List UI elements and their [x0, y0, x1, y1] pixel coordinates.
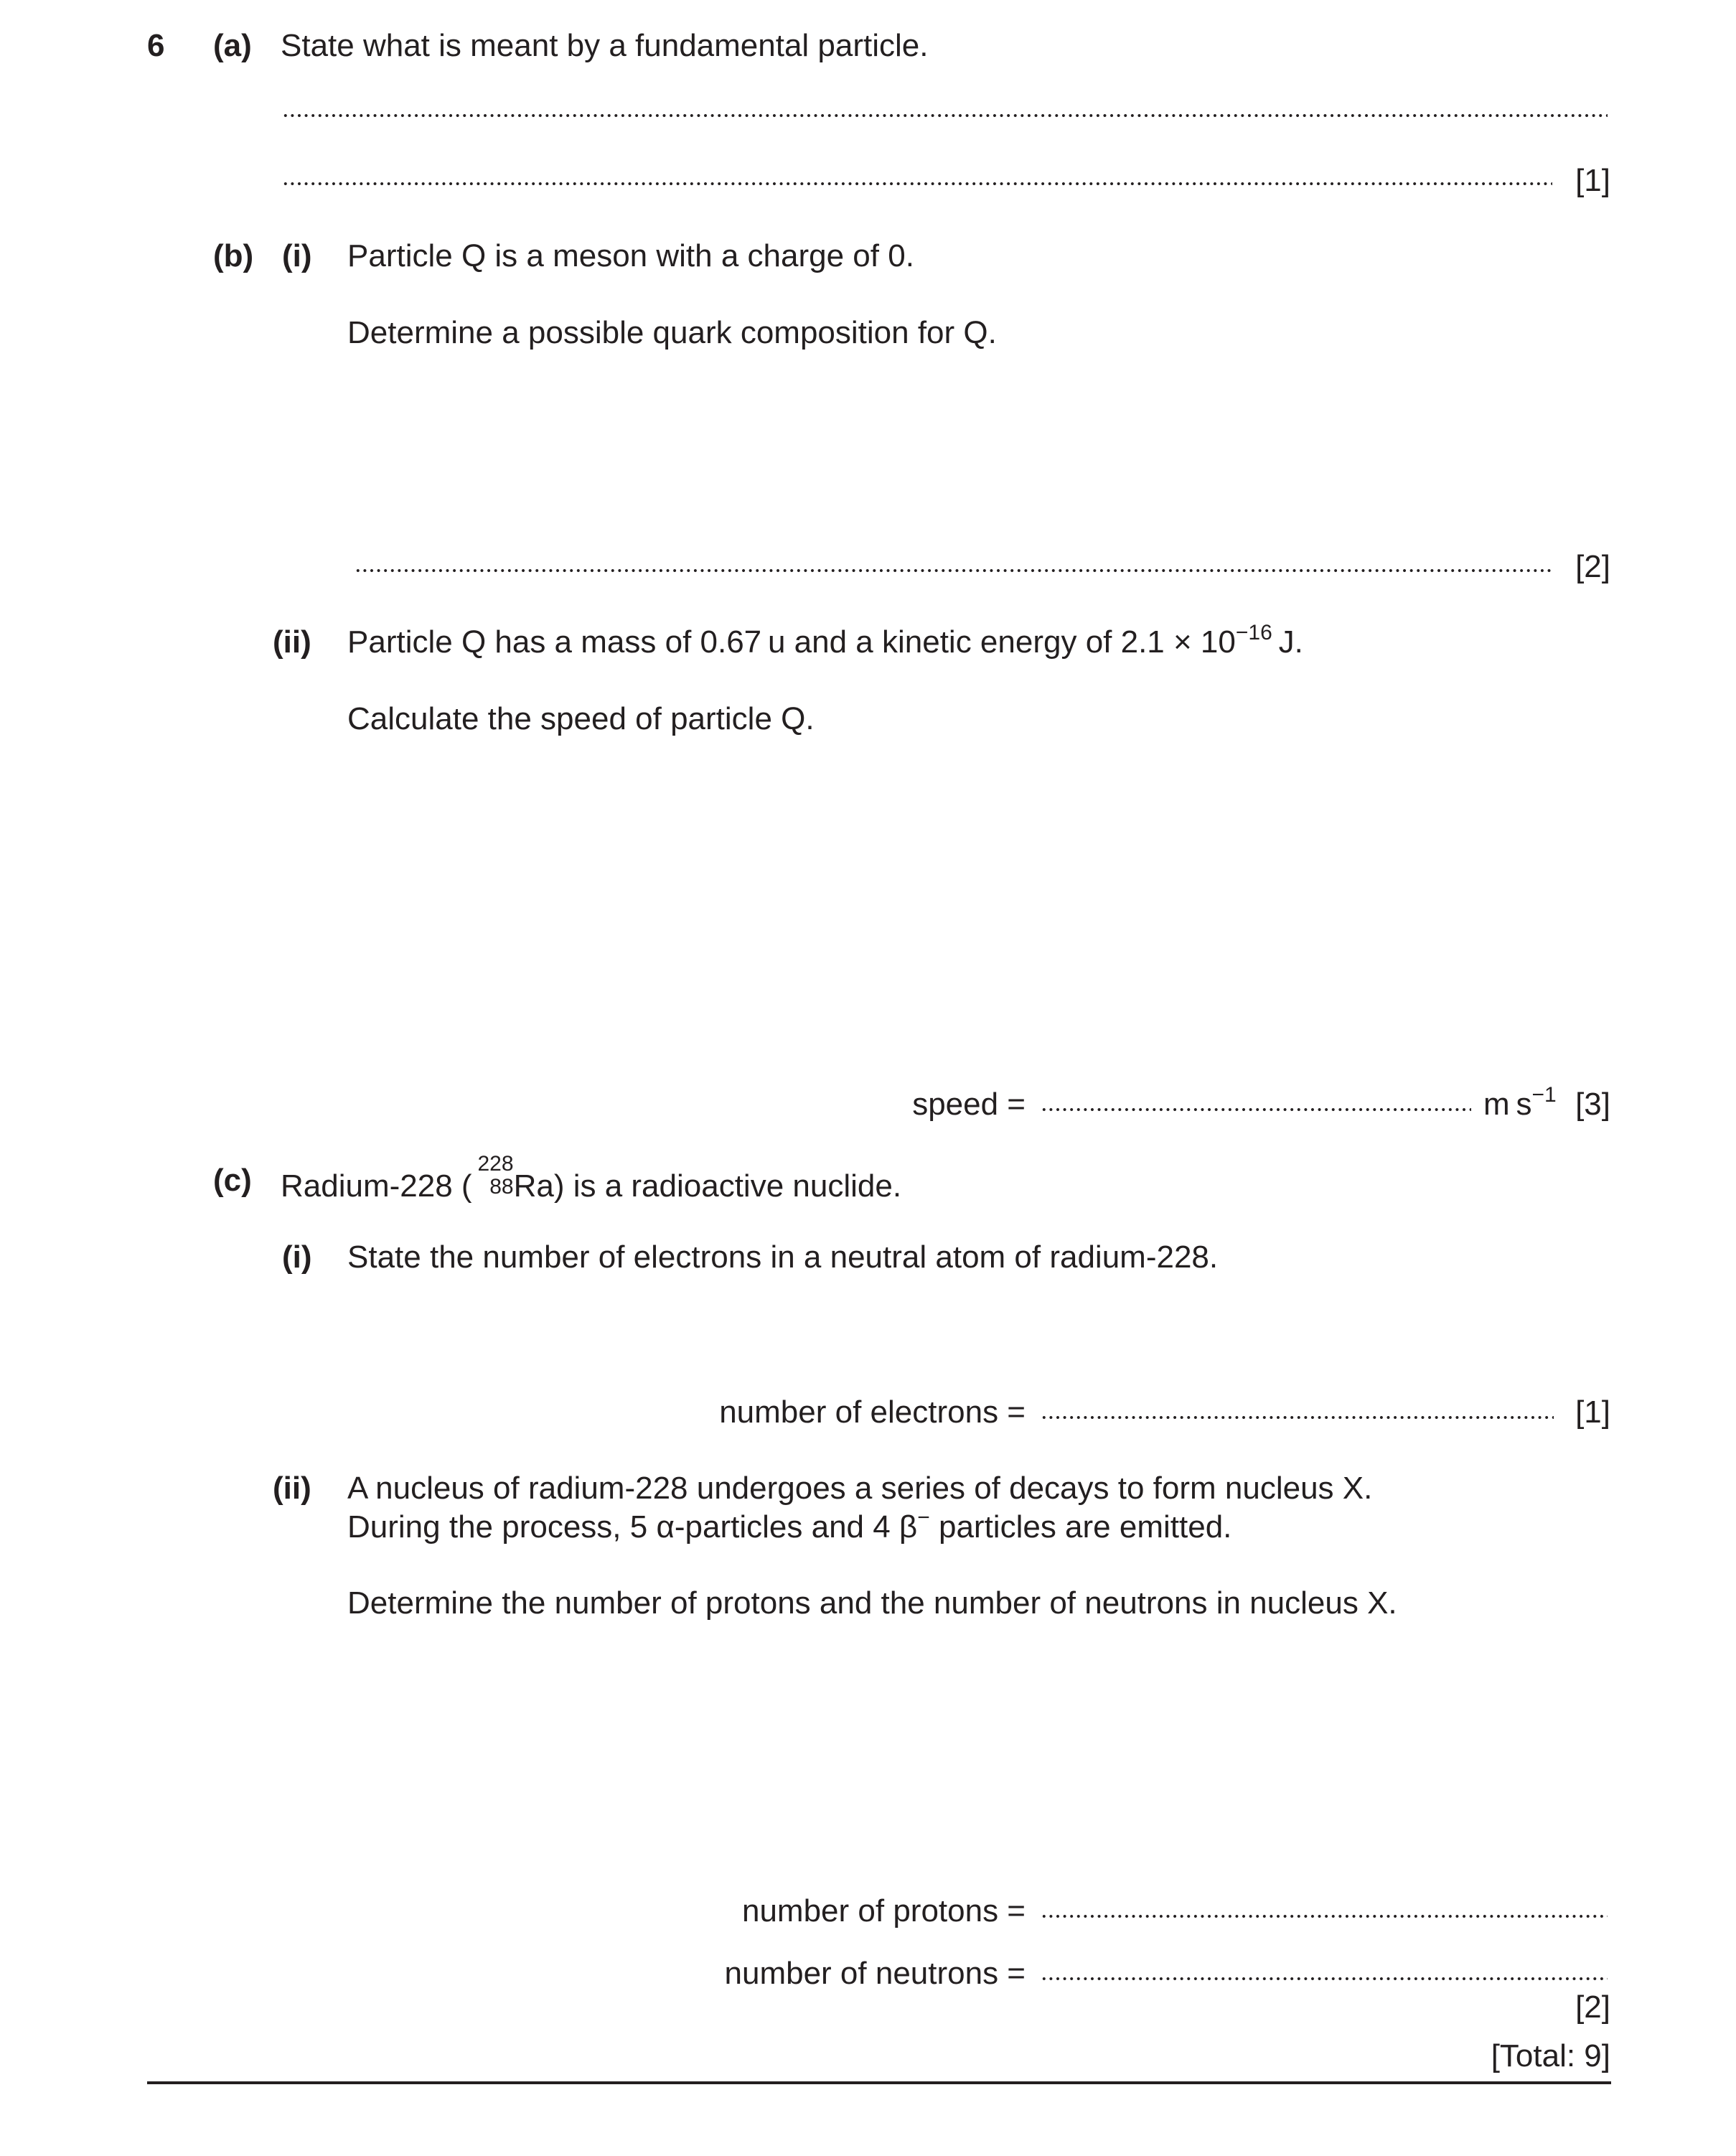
- part-b-i-text: Particle Q is a meson with a charge of 0.: [347, 238, 914, 273]
- bottom-rule: [147, 2081, 1611, 2084]
- part-c-ii-label: (ii): [273, 1471, 311, 1506]
- part-a-label: (a): [213, 28, 252, 63]
- part-b-i-instruction: Determine a possible quark composition for Q.: [347, 315, 997, 350]
- part-c-text: Radium-228 ( 228 88 Ra) is a radioactive nuclide.: [281, 1152, 902, 1204]
- protons-answer-line[interactable]: [1041, 1914, 1608, 1918]
- neutrons-answer-line[interactable]: [1041, 1977, 1608, 1981]
- part-a-text: State what is meant by a fundamental particle.: [281, 28, 929, 63]
- part-c-label: (c): [213, 1163, 252, 1198]
- part-b-i-label: (i): [282, 238, 312, 273]
- part-b-ii-label: (ii): [273, 624, 311, 660]
- answer-line-a-2[interactable]: [282, 182, 1552, 186]
- part-c-i-marks: [1]: [1575, 1395, 1610, 1430]
- part-b-ii-instruction: Calculate the speed of particle Q.: [347, 701, 815, 736]
- speed-unit: m $s^{-1}$: [1483, 1083, 1557, 1122]
- part-b-ii-marks: [3]: [1575, 1087, 1610, 1122]
- neutrons-label: number of neutrons =: [724, 1956, 1026, 1991]
- nuclide-notation: 228 88: [477, 1152, 514, 1199]
- part-c-ii-marks: [2]: [1575, 1989, 1610, 2025]
- part-b-label: (b): [213, 238, 254, 273]
- answer-line-a-1[interactable]: [282, 113, 1608, 118]
- protons-label: number of protons =: [741, 1893, 1026, 1928]
- electrons-answer-line[interactable]: [1041, 1415, 1554, 1420]
- part-a-marks: [1]: [1575, 163, 1610, 198]
- exponent: −16: [1235, 621, 1272, 645]
- answer-line-b-i[interactable]: [355, 568, 1553, 573]
- part-b-i-marks: [2]: [1575, 549, 1610, 584]
- part-c-i-text: State the number of electrons in a neutral atom of radium-228.: [347, 1239, 1219, 1275]
- part-c-ii-instruction: Determine the number of protons and the number of neutrons in nucleus X.: [347, 1585, 1397, 1621]
- question-number: 6: [147, 28, 165, 63]
- electrons-label: number of electrons =: [719, 1395, 1026, 1430]
- speed-label: speed =: [912, 1087, 1026, 1122]
- speed-answer-line[interactable]: [1041, 1107, 1471, 1112]
- part-b-ii-text: Particle Q has a mass of 0.67 u and a kinetic energy of $2.1 \times 10^{-16}$ J.: [347, 621, 1303, 660]
- part-c-ii-line1: A nucleus of radium-228 undergoes a series of decays to form nucleus X.: [347, 1471, 1373, 1506]
- part-c-i-label: (i): [282, 1239, 312, 1275]
- part-c-ii-line2: During the process, 5 α-particles and 4 β− particles are emitted.: [347, 1506, 1232, 1545]
- total-marks: [Total: 9]: [1491, 2038, 1610, 2073]
